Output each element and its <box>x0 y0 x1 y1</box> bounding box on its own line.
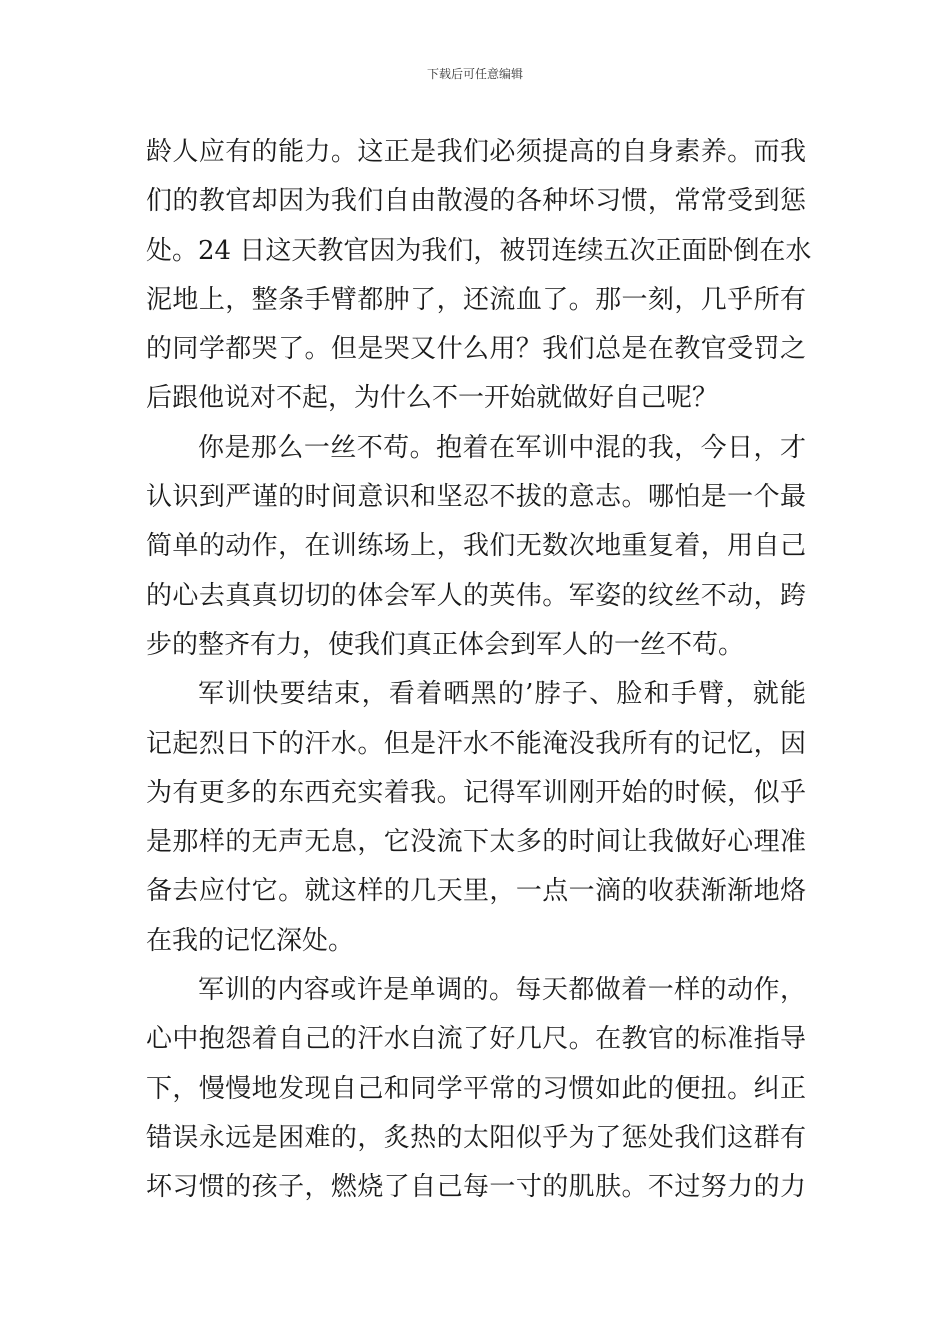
paragraph-first-line: 你是那么一丝不苟。抱着在军训中混的我，今日，才 <box>198 432 806 463</box>
text-line: 龄人应有的能力。这正是我们必须提高的自身素养。而我 <box>146 137 806 167</box>
text-line: 们的教官却因为我们自由散漫的各种坏习惯，常常受到惩 <box>146 186 806 217</box>
text-line: 简单的动作，在训练场上，我们无数次地重复着，用自己 <box>146 531 806 562</box>
document-body <box>146 128 812 1213</box>
text-line: 认识到严谨的时间意识和坚忍不拔的意志。哪怕是一个最 <box>146 482 806 513</box>
text-line: 下，慢慢地发现自己和同学平常的习惯如此的便扭。纠正 <box>146 1073 806 1104</box>
text-line: 为有更多的东西充实着我。记得军训刚开始的时候，似乎 <box>146 777 806 808</box>
text-line: 的心去真真切切的体会军人的英伟。军姿的纹丝不动，跨 <box>146 580 806 611</box>
text-line: 记起烈日下的汗水。但是汗水不能淹没我所有的记忆，因 <box>146 728 806 759</box>
text-line: 心中抱怨着自己的汗水白流了好几尺。在教官的标准指导 <box>146 1024 806 1055</box>
text-line: 后跟他说对不起，为什么不一开始就做好自己呢？ <box>146 383 719 414</box>
text-line: 备去应付它。就这样的几天里，一点一滴的收获渐渐地烙 <box>146 876 806 907</box>
text-line: 步的整齐有力，使我们真正体会到军人的一丝不苟。 <box>146 629 745 660</box>
text-line: 的同学都哭了。但是哭又什么用？我们总是在教官受罚之 <box>146 334 806 365</box>
text-line: 处。24 日这天教官因为我们，被罚连续五次正面卧倒在水 <box>146 235 812 266</box>
paragraph-first-line: 军训的内容或许是单调的。每天都做着一样的动作， <box>198 975 806 1006</box>
paragraph-first-line: 军训快要结束，看着晒黑的’脖子、脸和手臂，就能 <box>198 679 806 710</box>
text-line: 泥地上，整条手臂都肿了，还流血了。那一刻，几乎所有 <box>146 284 806 315</box>
text-line: 错误永远是困难的，炙热的太阳似乎为了惩处我们这群有 <box>146 1122 806 1153</box>
text-line: 坏习惯的孩子，燃烧了自己每一寸的肌肤。不过努力的力 <box>146 1172 806 1203</box>
text-line: 是那样的无声无息，它没流下太多的时间让我做好心理准 <box>146 827 806 858</box>
text-line: 在我的记忆深处。 <box>146 925 355 956</box>
page-header: 下载后可任意编辑 <box>426 67 523 81</box>
